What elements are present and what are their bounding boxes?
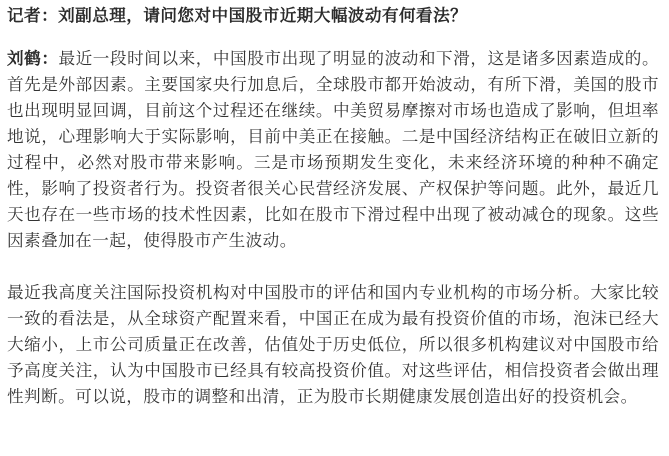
- reporter-question: 记者：刘副总理，请问您对中国股市近期大幅波动有何看法？: [7, 6, 468, 25]
- answer-paragraph: [7, 46, 659, 254]
- speaker-label: 刘鹤：: [7, 49, 59, 68]
- answer-text: 最近一段时间以来，中国股市出现了明显的波动和下滑，这是诸多因素造成的。首先是外部因素。主要国家央行加息后，全球股市都开始波动，有所下滑，美国的股市也出现明显回调，目前这个过程还在继续。中美贸易摩擦对市场也造成了影响，但坦率地说，心理影响大于实际影响，目前中美正在接触。二是中国经济结构正在破旧立新的过程中，必然对股市带来影响。三是市场预期发生变化，未来经济环境的种种不确定性，影响了投资者行为。投资者很关心民营经济发展、产权保护等问题。此外，最近几天也存在一些市场的技术性因素，比如在股市下滑过程中出现了被动减仓的现象。这些因素叠加在一起，使得股市产生波动。: [7, 49, 659, 250]
- second-paragraph: 最近我高度关注国际投资机构对中国股市的评估和国内专业机构的市场分析。大家比较一致的看法是，从全球资产配置来看，中国正在成为最有投资价值的市场，泡沫已经大大缩小，上市公司质量正在改善，估值处于历史低位，所以很多机构建议对中国股市给予高度关注，认为中国股市已经具有较高投资价值。对这些评估，相信投资者会做出理性判断。可以说，股市的调整和出清，正为股市长期健康发展创造出好的投资机会。: [7, 283, 659, 406]
